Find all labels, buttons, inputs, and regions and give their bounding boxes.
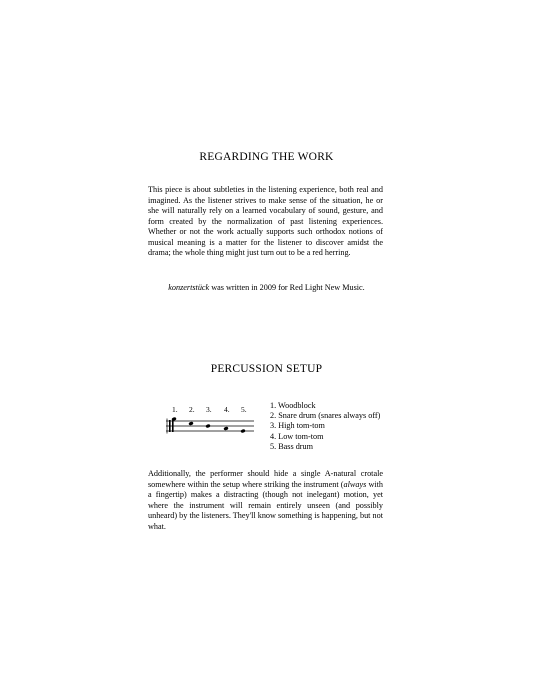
- staff-number-3: 3.: [206, 405, 212, 414]
- note-high-tom: [205, 424, 210, 429]
- instrument-item: 4. Low tom-tom: [270, 431, 324, 441]
- regarding-paragraph: This piece is about subtleties in the listening experience, both real and imagined. As the listener strives to make sense of the situation, he or she will naturally rely on a learned vocabulary of sound, gesture, and form created by the normalization of past listening experiences. Whether or not the work actually supports such orthodox notions of musical meaning is a matter for the listener to discover amidst the drama; the whole thing might just turn out to be a red herring.: [148, 185, 383, 257]
- crotale-emphasis: always: [343, 479, 367, 489]
- regarding-heading: REGARDING THE WORK: [199, 151, 334, 163]
- staff-number-1: 1.: [172, 405, 178, 414]
- crotale-paragraph: [148, 469, 383, 532]
- staff-number-5: 5.: [241, 405, 247, 414]
- staff-number-4: 4.: [224, 405, 230, 414]
- instrument-item: 3. High tom-tom: [270, 421, 325, 431]
- credit-text: was written in 2009 for Red Light New Music.: [209, 283, 365, 292]
- staff-number-2: 2.: [189, 405, 195, 414]
- piece-title: konzertstück: [168, 283, 210, 292]
- note-low-tom: [223, 426, 228, 431]
- credit-line: [0, 283, 533, 292]
- instrument-item: 2. Snare drum (snares always off): [270, 411, 381, 421]
- note-bass-drum: [240, 429, 245, 434]
- percussion-staff: [166, 400, 262, 440]
- percussion-heading: PERCUSSION SETUP: [210, 363, 323, 375]
- instrument-item: 5. Bass drum: [270, 441, 313, 451]
- note-snare-drum: [188, 421, 193, 426]
- instrument-item: 1. Woodblock: [270, 401, 316, 410]
- crotale-text-1: Additionally, the performer should hide a single A-natural crotale somewhere within the setup where striking the instrument (: [148, 469, 383, 489]
- instrument-list: [270, 401, 380, 452]
- crotale-text-2: with a fingertip) makes a distracting (though not inelegant) motion, yet where the instrument will remain entirely unseen (and possibly unheard) by the listeners. They'll know something is happening, but not what.: [148, 479, 383, 531]
